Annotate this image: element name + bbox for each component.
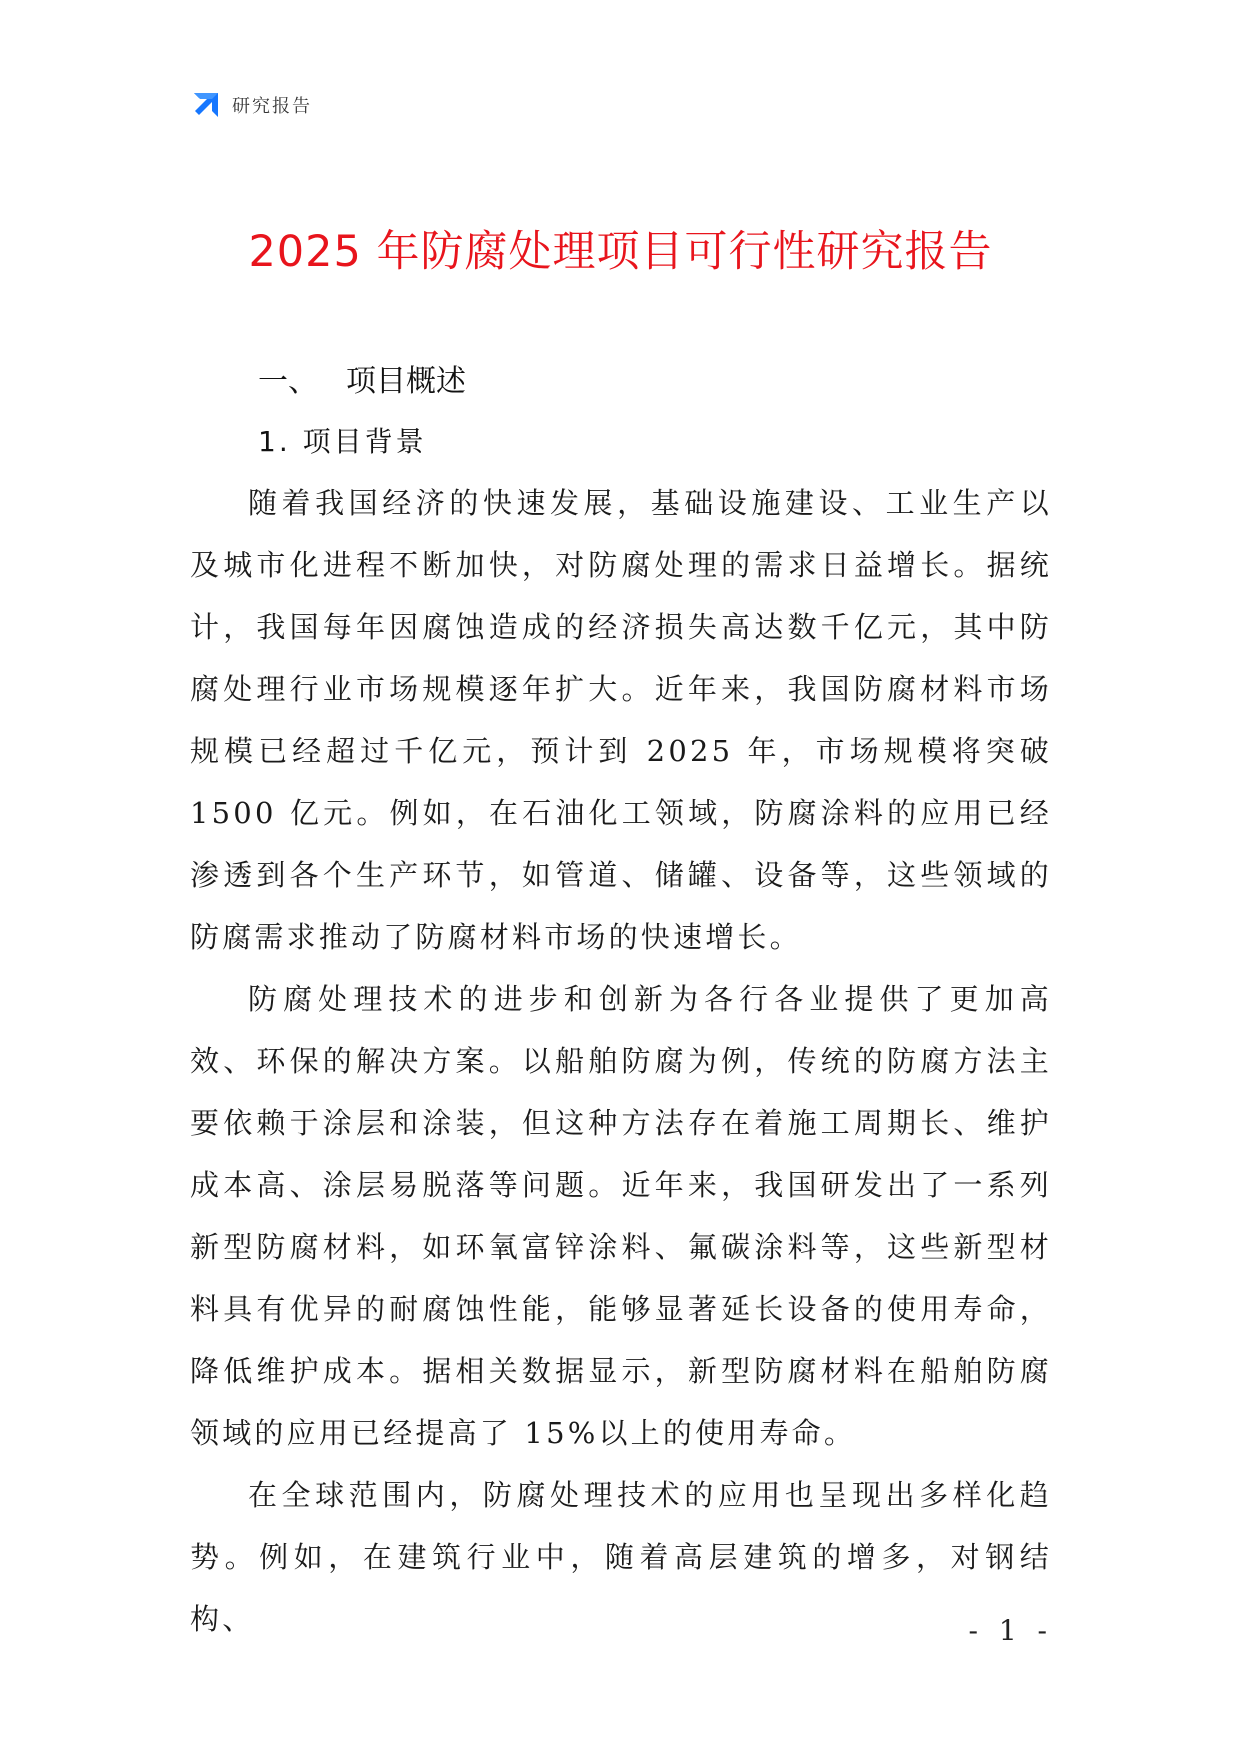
- page-header: [190, 88, 312, 122]
- paragraph: 防腐处理技术的进步和创新为各行各业提供了更加高效、环保的解决方案。以船舶防腐为例，传统的防腐方法主要依赖于涂层和涂装，但这种方法存在着施工周期长、维护成本高、涂层易脱落等问题。近年来，我国研发出了一系列新型防腐材料，如环氧富锌涂料、氟碳涂料等，这些新型材料具有优异的耐腐蚀性能，能够显著延长设备的使用寿命，降低维护成本。据相关数据显示，新型防腐材料在船舶防腐领域的应用已经提高了 15%以上的使用寿命。: [190, 982, 1052, 1450]
- paragraph: 随着我国经济的快速发展，基础设施建设、工业生产以及城市化进程不断加快，对防腐处理的需求日益增长。据统计，我国每年因腐蚀造成的经济损失高达数千亿元，其中防腐处理行业市场规模逐年扩大。近年来，我国防腐材料市场规模已经超过千亿元，预计到 2025 年，市场规模将突破 1500 亿元。例如，在石油化工领域，防腐涂料的应用已经渗透到各个生产环节，如管道、储罐、设备等，这些领域的防腐需求推动了防腐材料市场的快速增长。: [190, 486, 1052, 954]
- page-number: - 1 -: [968, 1614, 1053, 1647]
- body-text: [190, 472, 1052, 1650]
- subsection-heading: 1. 项目背景: [258, 425, 427, 458]
- section-heading: [258, 360, 466, 404]
- section-number: 一、: [258, 364, 318, 399]
- section-title: 项目概述: [346, 364, 466, 399]
- paragraph: 在全球范围内，防腐处理技术的应用也呈现出多样化趋势。例如，在建筑行业中，随着高层建筑的增多，对钢结构、: [190, 1478, 1052, 1636]
- document-title: 2025 年防腐处理项目可行性研究报告: [248, 227, 993, 277]
- header-label: 研究报告: [232, 96, 312, 117]
- arrow-up-right-icon: [190, 89, 222, 121]
